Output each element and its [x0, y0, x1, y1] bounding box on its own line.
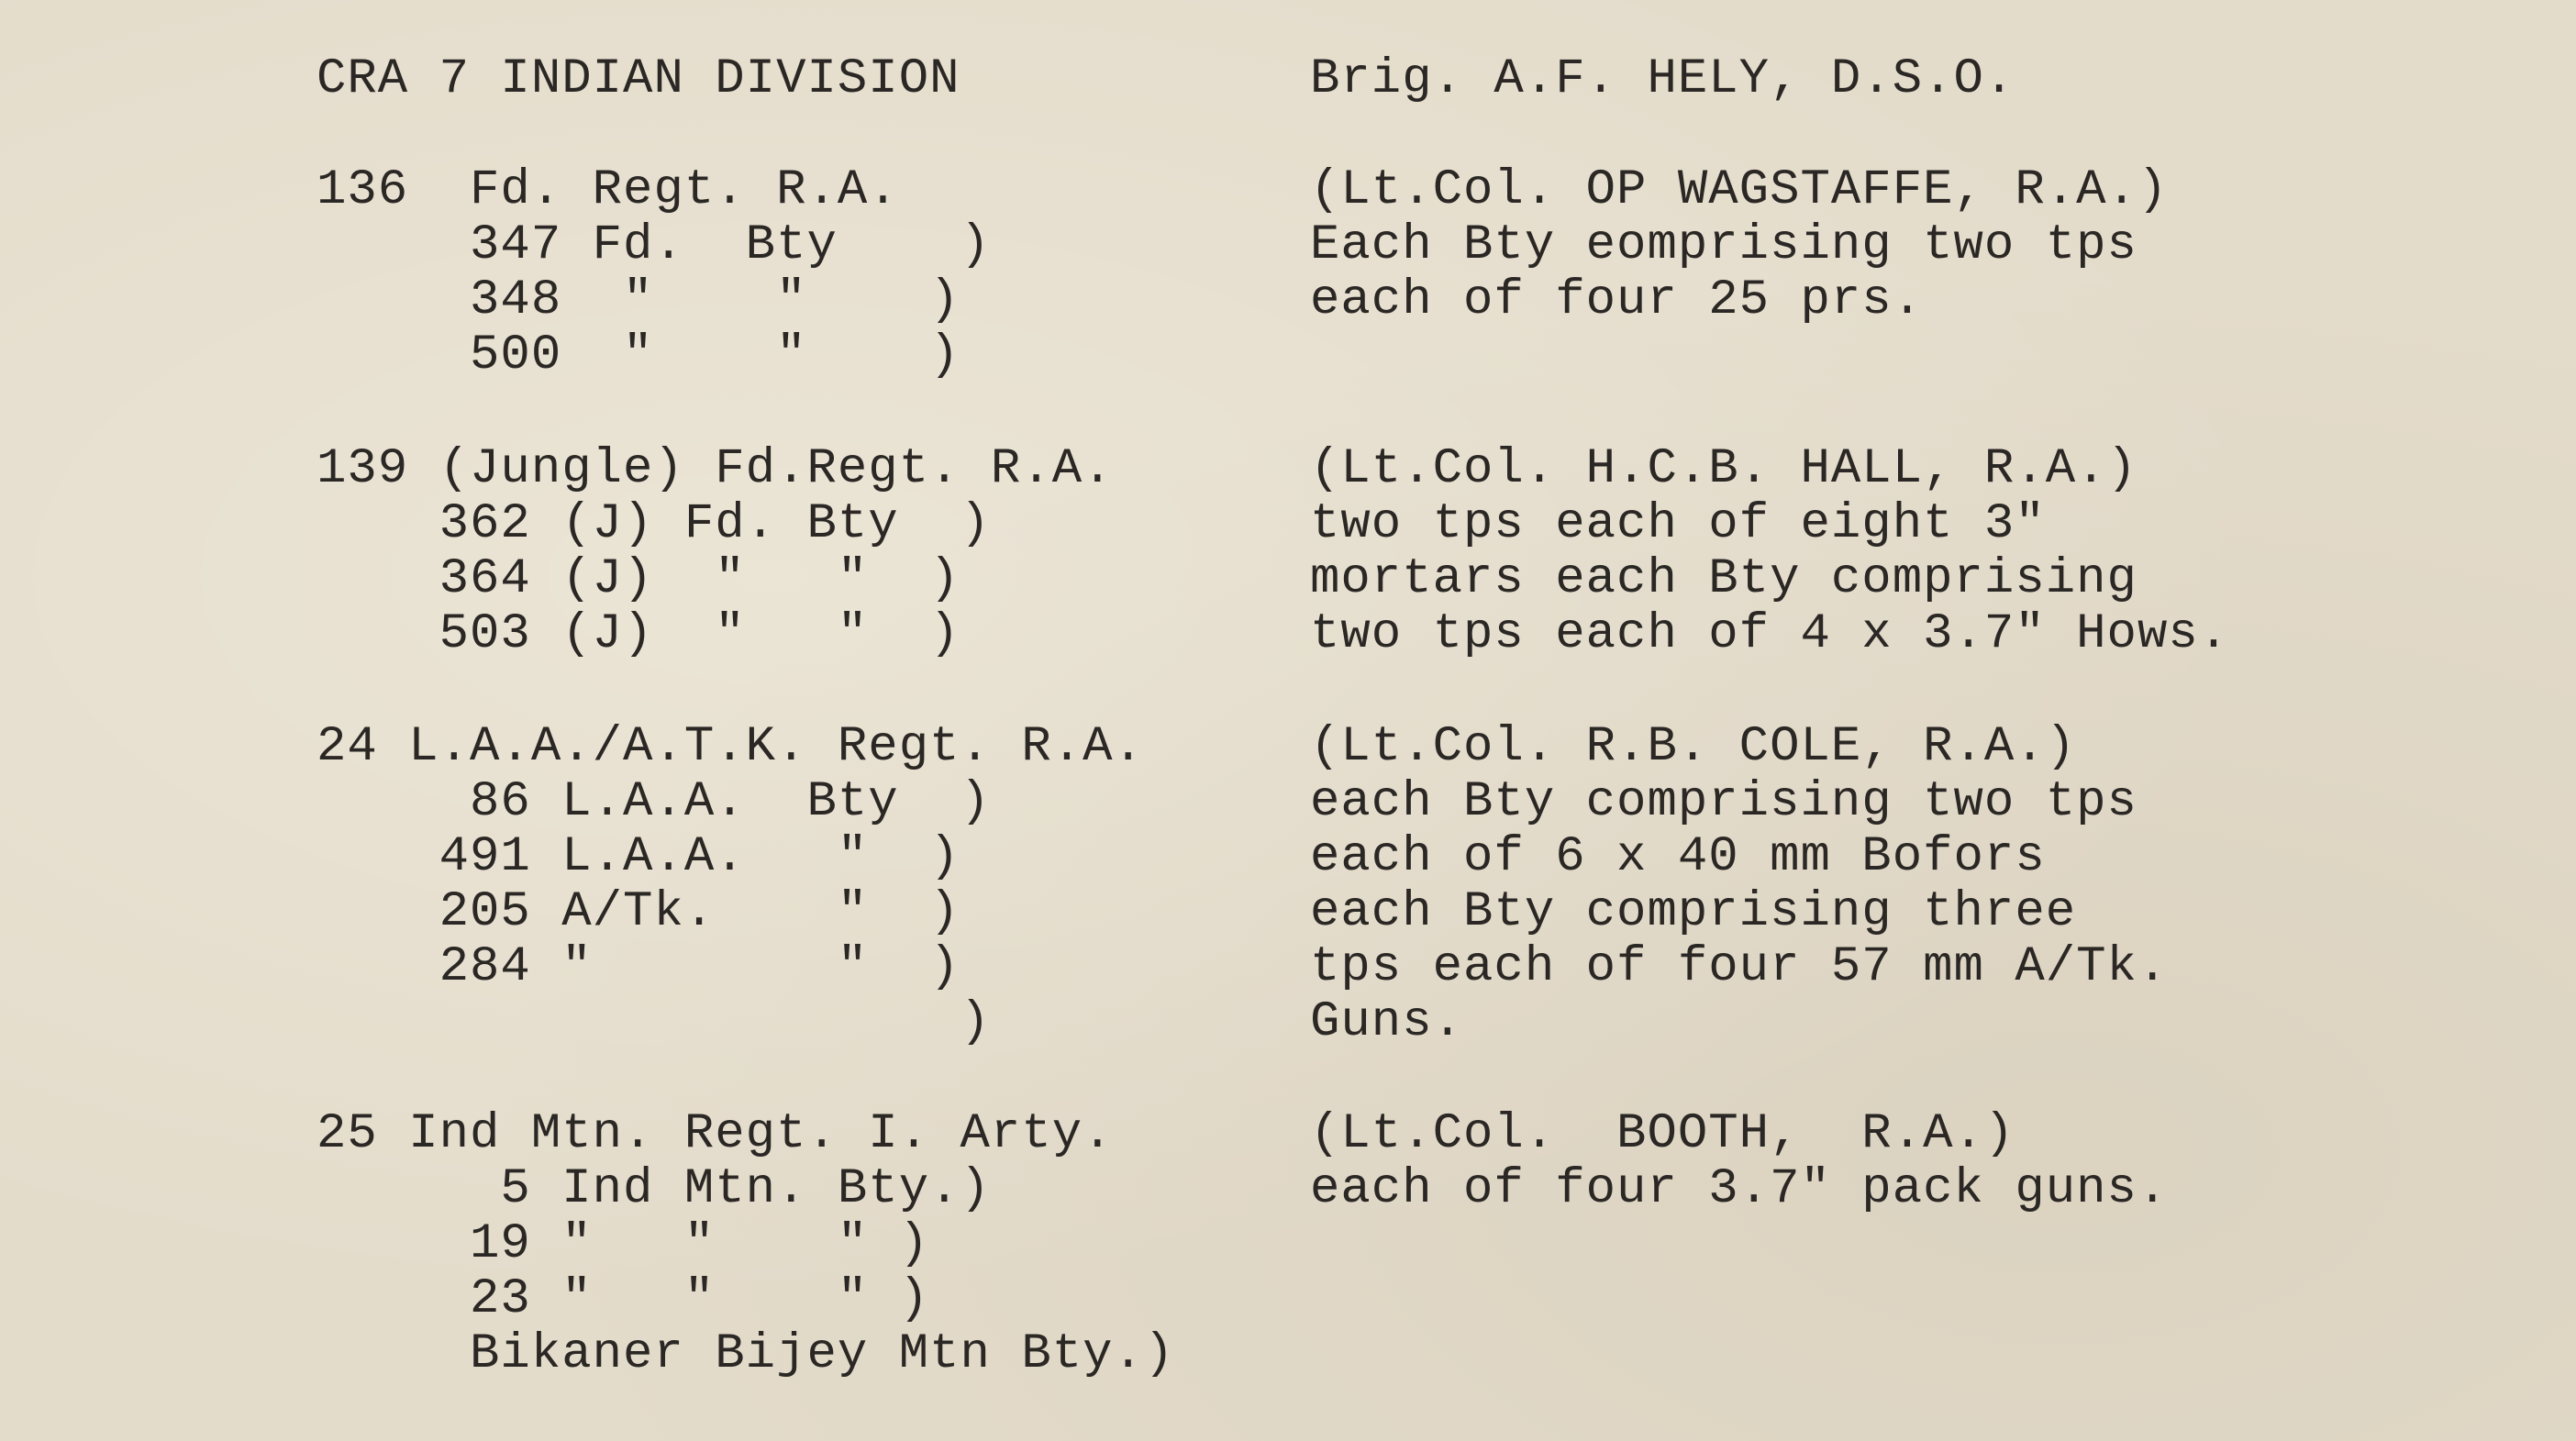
regiment-24-unit: ) — [316, 994, 991, 1050]
regiment-24-note: Guns. — [1310, 994, 1464, 1050]
regiment-25-note: each of four 3.7" pack guns. — [1310, 1161, 2169, 1217]
regiment-25-unit: Bikaner Bijey Mtn Bty.) — [316, 1326, 1175, 1382]
regiment-139-note: two tps each of 4 x 3.7" Hows. — [1310, 606, 2230, 662]
regiment-139-unit: 503 (J) " " ) — [316, 606, 960, 662]
regiment-136-note: Each Bty eomprising two tps — [1310, 217, 2137, 273]
commander-name: Brig. A.F. HELY, D.S.O. — [1310, 51, 2015, 107]
division-heading: CRA 7 INDIAN DIVISION — [316, 51, 960, 107]
regiment-24-unit: 284 " " ) — [316, 939, 960, 995]
regiment-136-note: (Lt.Col. OP WAGSTAFFE, R.A.) — [1310, 162, 2169, 218]
regiment-24-note: each of 6 x 40 mm Bofors — [1310, 829, 2046, 885]
regiment-139-note: (Lt.Col. H.C.B. HALL, R.A.) — [1310, 441, 2137, 497]
regiment-24-unit: 491 L.A.A. " ) — [316, 829, 960, 885]
regiment-24-unit: 205 A/Tk. " ) — [316, 884, 960, 940]
regiment-24-note: each Bty comprising two tps — [1310, 774, 2137, 830]
regiment-136-unit: 348 " " ) — [316, 272, 960, 328]
regiment-24-note: (Lt.Col. R.B. COLE, R.A.) — [1310, 719, 2077, 775]
regiment-136-note: each of four 25 prs. — [1310, 272, 1924, 328]
regiment-24-note: tps each of four 57 mm A/Tk. — [1310, 939, 2169, 995]
regiment-25-unit: 5 Ind Mtn. Bty.) — [316, 1161, 991, 1217]
regiment-25-unit: 23 " " " ) — [316, 1271, 930, 1327]
regiment-25-title: 25 Ind Mtn. Regt. I. Arty. — [316, 1106, 1114, 1162]
regiment-139-unit: 364 (J) " " ) — [316, 551, 960, 607]
regiment-139-title: 139 (Jungle) Fd.Regt. R.A. — [316, 441, 1114, 497]
regiment-24-unit: 86 L.A.A. Bty ) — [316, 774, 991, 830]
regiment-25-note: (Lt.Col. BOOTH, R.A.) — [1310, 1106, 2015, 1162]
regiment-139-note: two tps each of eight 3" — [1310, 496, 2046, 552]
regiment-25-unit: 19 " " " ) — [316, 1216, 930, 1272]
regiment-136-title: 136 Fd. Regt. R.A. — [316, 162, 899, 218]
regiment-24-title: 24 L.A.A./A.T.K. Regt. R.A. — [316, 719, 1144, 775]
regiment-24-note: each Bty comprising three — [1310, 884, 2077, 940]
regiment-136-unit: 500 " " ) — [316, 327, 960, 383]
regiment-136-unit: 347 Fd. Bty ) — [316, 217, 991, 273]
regiment-139-note: mortars each Bty comprising — [1310, 551, 2137, 607]
regiment-139-unit: 362 (J) Fd. Bty ) — [316, 496, 991, 552]
